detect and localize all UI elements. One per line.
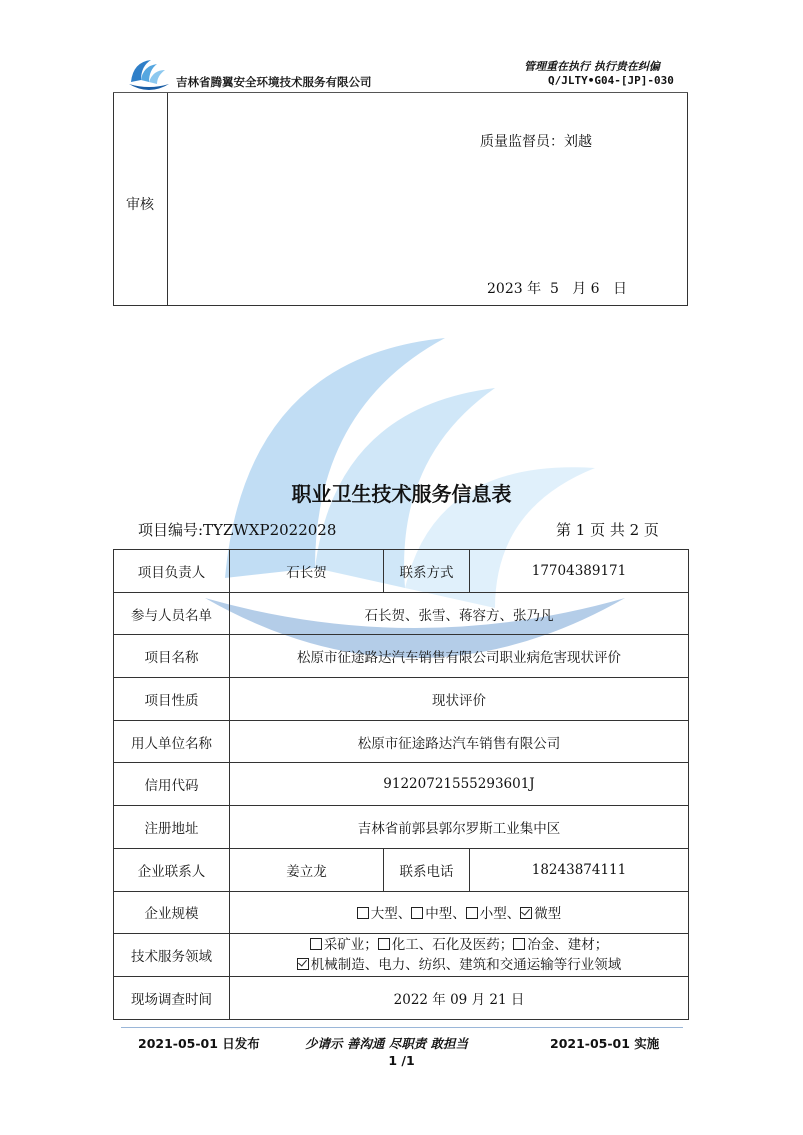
option-label: 机械制造、电力、纺织、建筑和交通运输等行业领域 — [310, 957, 622, 974]
unchecked-box-icon — [357, 907, 369, 919]
nature-value: 现状评价 — [230, 678, 689, 721]
table-row — [114, 848, 689, 891]
table-row — [114, 635, 689, 678]
review-box — [113, 93, 688, 306]
address-label: 注册地址 — [114, 806, 230, 849]
phone-value: 18243874111 — [470, 848, 689, 891]
option-label: 化工、石化及医药； — [391, 937, 514, 954]
project-name-label: 项目名称 — [114, 635, 230, 678]
address-value: 吉林省前郭县郭尔罗斯工业集中区 — [230, 806, 689, 849]
option-label: 中型 — [425, 906, 453, 923]
credit-code-label: 信用代码 — [114, 763, 230, 806]
survey-time-label: 现场调查时间 — [114, 976, 230, 1019]
employer-label: 用人单位名称 — [114, 720, 230, 763]
checked-box-icon — [520, 907, 532, 919]
unchecked-box-icon — [513, 938, 525, 950]
quality-supervisor: 质量监督员：刘越 — [480, 134, 592, 150]
review-label: 审核 — [126, 197, 154, 213]
company-logo-icon — [127, 56, 171, 94]
project-number: 项目编号:TYZWXP2022028 — [138, 521, 337, 539]
table-row — [114, 592, 689, 635]
option-separator: 、 — [506, 906, 521, 923]
nature-label: 项目性质 — [114, 678, 230, 721]
option-separator: 、 — [397, 906, 412, 923]
option-separator: 、 — [452, 906, 466, 923]
project-name-value: 松原市征途路达汽车销售有限公司职业病危害现状评价 — [230, 635, 689, 678]
enterprise-contact-value: 姜立龙 — [230, 848, 384, 891]
table-row — [114, 763, 689, 806]
document-code: Q/JLTY•G04-[JP]-030 — [548, 74, 674, 87]
leader-label: 项目负责人 — [114, 550, 230, 593]
scale-options — [230, 891, 689, 934]
published-date: 2021-05-01 日发布 — [138, 1036, 260, 1051]
page-title: 职业卫生技术服务信息表 — [291, 482, 512, 506]
unchecked-box-icon — [466, 907, 478, 919]
option-label: 冶金、建材； — [527, 937, 609, 954]
review-date: 2023 年 5 月 6 日 — [487, 281, 627, 297]
phone-label: 联系电话 — [384, 848, 470, 891]
enterprise-contact-label: 企业联系人 — [114, 848, 230, 891]
table-row — [114, 678, 689, 721]
members-value: 石长贺、张雪、蒋容方、张乃凡 — [230, 592, 689, 635]
info-table — [113, 549, 689, 1020]
service-domain-options — [230, 934, 689, 977]
option-label: 大型 — [370, 906, 398, 923]
implemented-date: 2021-05-01 实施 — [550, 1036, 660, 1051]
footer-slogan: 少请示 善沟通 尽职责 敢担当 — [305, 1036, 469, 1051]
members-label: 参与人员名单 — [114, 592, 230, 635]
option-label: 采矿业； — [323, 937, 378, 954]
service-domain-label: 技术服务领域 — [114, 934, 230, 977]
employer-value: 松原市征途路达汽车销售有限公司 — [230, 720, 689, 763]
contact-label: 联系方式 — [384, 550, 470, 593]
table-row — [114, 720, 689, 763]
page-info: 第 1 页 共 2 页 — [556, 521, 659, 539]
credit-code-value: 91220721555293601J — [230, 763, 689, 806]
contact-value: 17704389171 — [470, 550, 689, 593]
table-row — [114, 550, 689, 593]
table-row — [114, 934, 689, 977]
scale-label: 企业规模 — [114, 891, 230, 934]
unchecked-box-icon — [378, 938, 390, 950]
unchecked-box-icon — [310, 938, 322, 950]
survey-time-value: 2022 年 09 月 21 日 — [230, 976, 689, 1019]
page-number: 1 /1 — [388, 1053, 415, 1068]
company-name: 吉林省腾翼安全环境技术服务有限公司 — [176, 75, 372, 89]
table-row — [114, 891, 689, 934]
footer-divider — [121, 1027, 683, 1028]
header-motto: 管理重在执行 执行贵在纠偏 — [524, 60, 660, 73]
leader-value: 石长贺 — [230, 550, 384, 593]
table-row — [114, 976, 689, 1019]
unchecked-box-icon — [411, 907, 423, 919]
option-label: 微型 — [534, 906, 562, 923]
table-row — [114, 806, 689, 849]
option-label: 小型 — [479, 906, 507, 923]
checked-box-icon — [297, 958, 309, 970]
